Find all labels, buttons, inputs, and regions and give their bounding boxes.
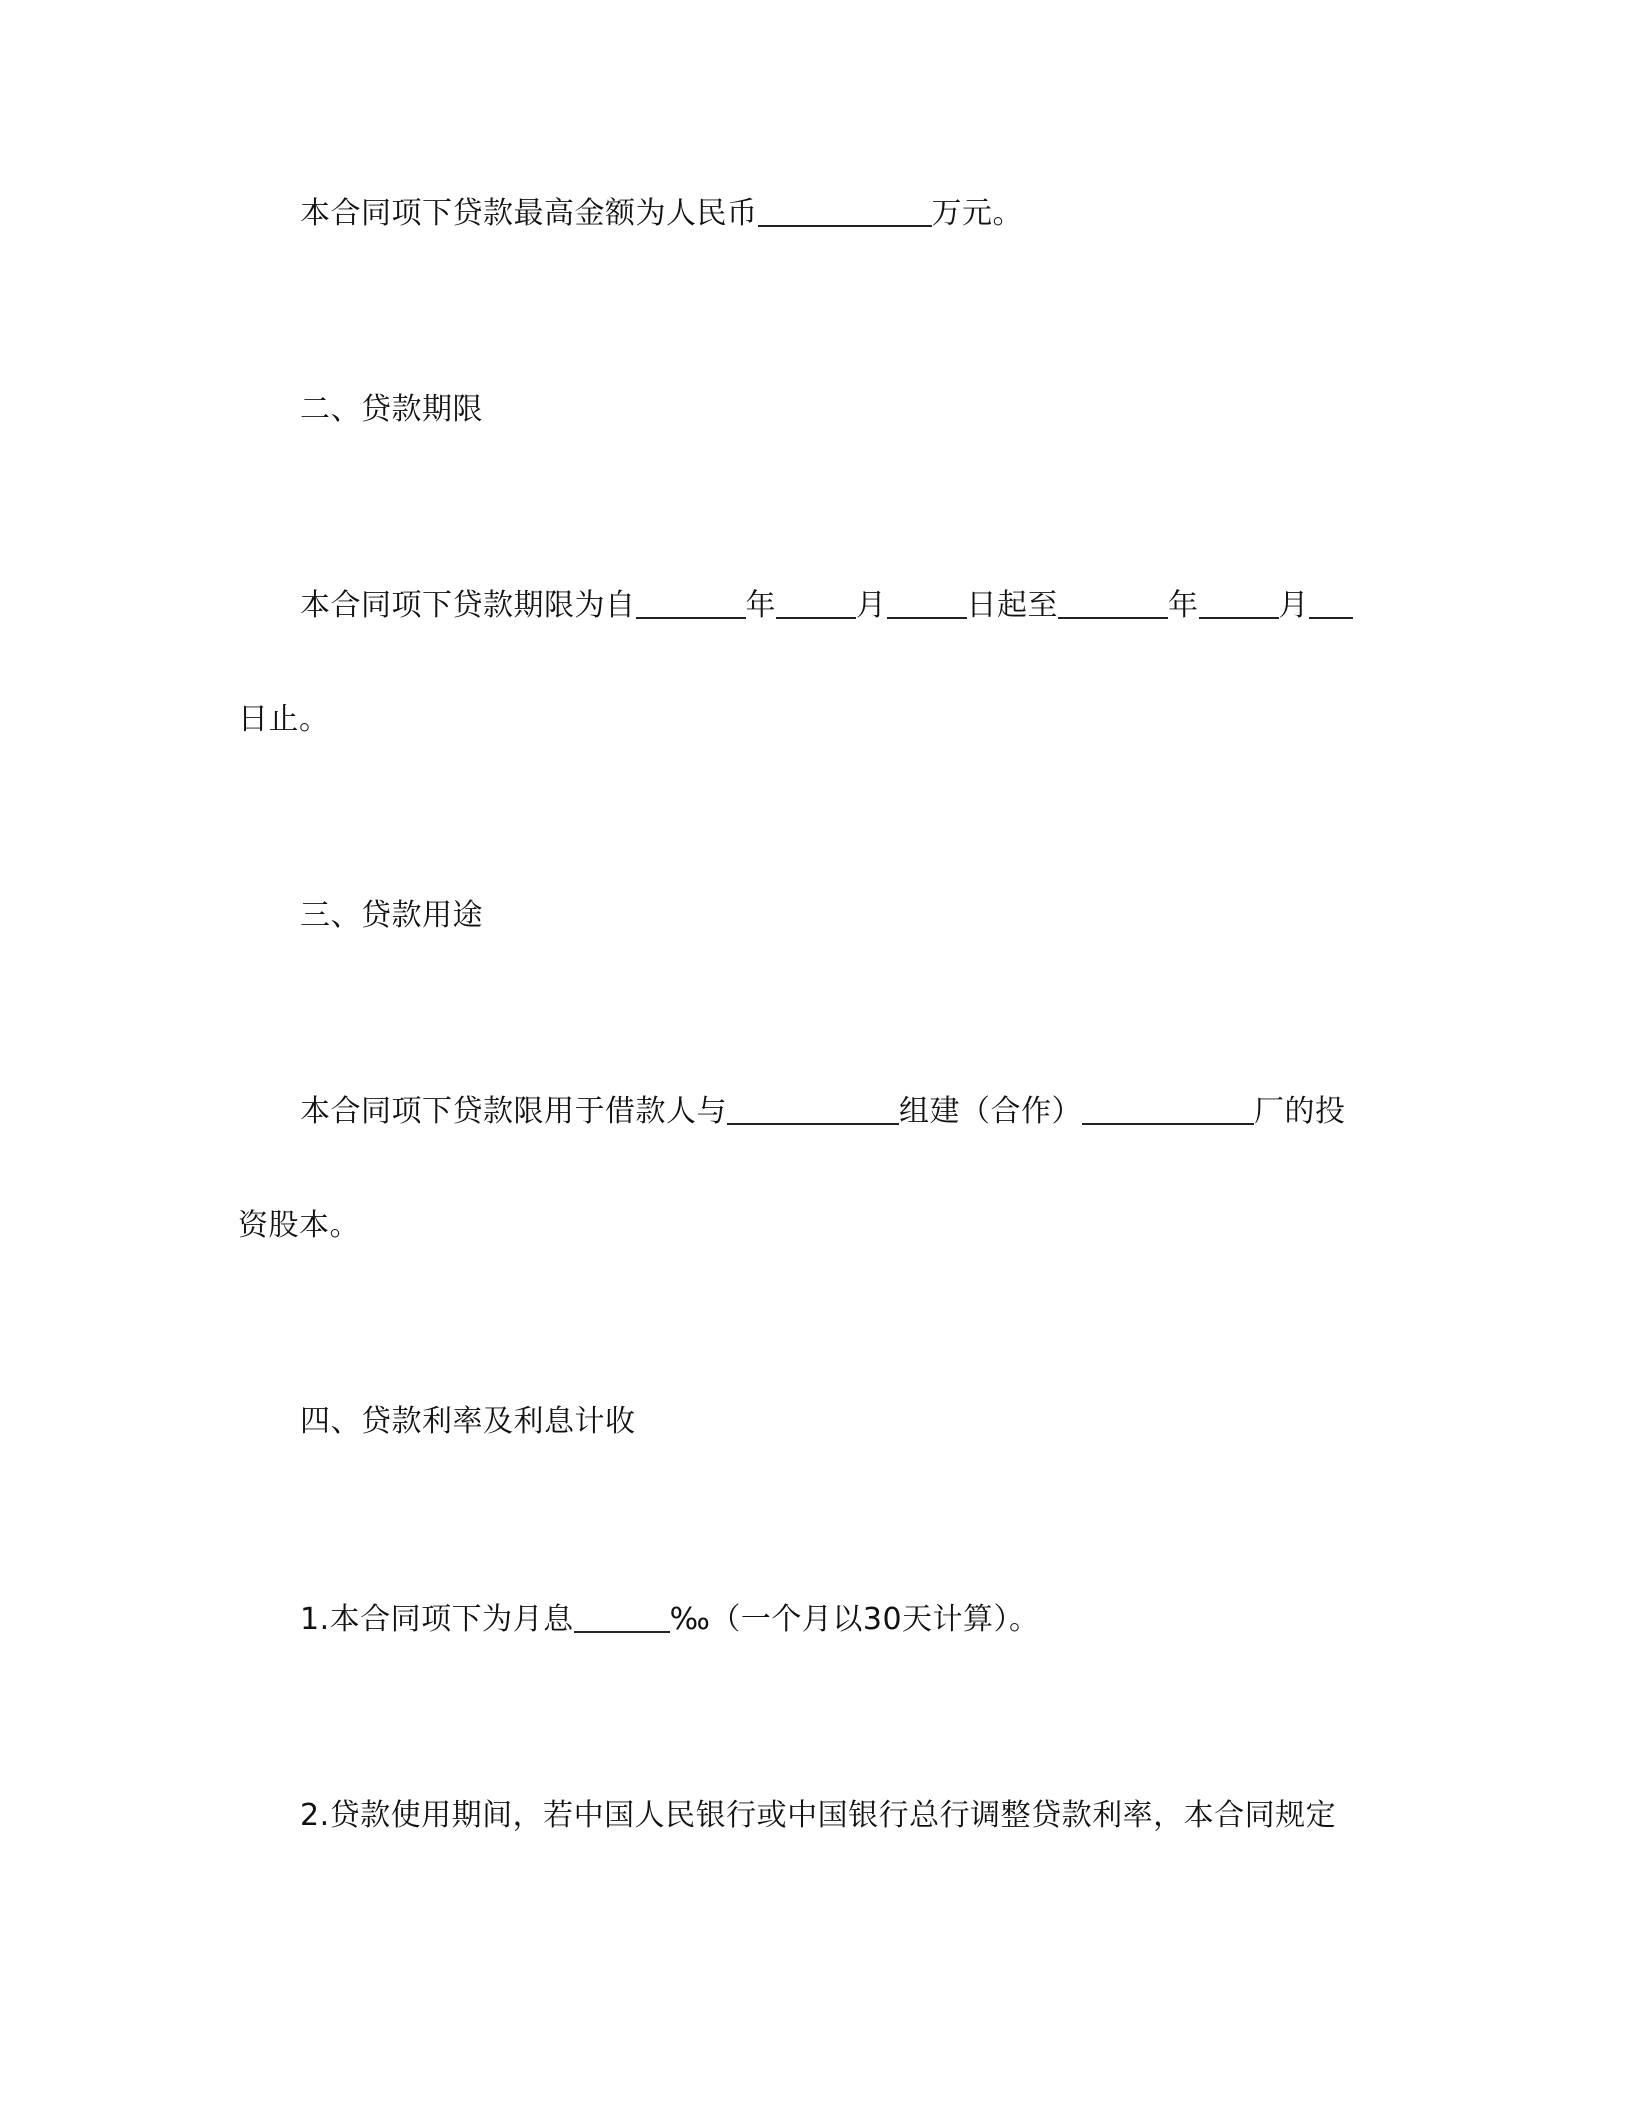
clause-text: 本合同项下贷款限用于借款人与 bbox=[300, 1094, 727, 1129]
max-amount-clause bbox=[300, 194, 1023, 234]
clause-text: ‰（一个月以30天计算）。 bbox=[669, 1602, 1040, 1637]
loan-term-clause bbox=[300, 586, 1353, 626]
loan-purpose-clause-continued bbox=[238, 1206, 360, 1246]
start-month-blank[interactable] bbox=[776, 587, 856, 619]
end-month-blank[interactable] bbox=[1199, 587, 1279, 619]
clause-text: 厂的投 bbox=[1254, 1094, 1346, 1129]
clause-text: 2.贷款使用期间，若中国人民银行或中国银行总行调整贷款利率，本合同规定 bbox=[300, 1798, 1337, 1833]
start-year-blank[interactable] bbox=[636, 587, 746, 619]
clause-text: 组建（合作） bbox=[899, 1094, 1082, 1129]
loan-term-clause-continued bbox=[238, 700, 330, 740]
clause-text: 月 bbox=[856, 588, 887, 623]
section-heading: 三、贷款用途 bbox=[300, 898, 483, 933]
partner-blank[interactable] bbox=[727, 1093, 899, 1125]
section-heading-interest bbox=[300, 1402, 636, 1442]
section-heading: 二、贷款期限 bbox=[300, 392, 483, 427]
clause-text: 日起至 bbox=[966, 588, 1058, 623]
clause-text: 万元。 bbox=[931, 196, 1023, 231]
clause-text: 资股本。 bbox=[238, 1208, 360, 1243]
factory-blank[interactable] bbox=[1082, 1093, 1254, 1125]
clause-text: 本合同项下贷款最高金额为人民币 bbox=[300, 196, 758, 231]
start-day-blank[interactable] bbox=[887, 587, 967, 619]
clause-text: 年 bbox=[1168, 588, 1199, 623]
section-heading: 四、贷款利率及利息计收 bbox=[300, 1404, 636, 1439]
loan-purpose-clause bbox=[300, 1092, 1346, 1132]
section-heading-loan-purpose bbox=[300, 896, 483, 936]
section-heading-loan-term bbox=[300, 390, 483, 430]
rate-adjustment-clause bbox=[300, 1796, 1336, 1836]
end-year-blank[interactable] bbox=[1058, 587, 1168, 619]
clause-text: 年 bbox=[745, 588, 776, 623]
clause-text: 日止。 bbox=[238, 702, 330, 737]
monthly-rate-blank[interactable] bbox=[574, 1601, 670, 1633]
end-day-blank[interactable] bbox=[1309, 587, 1353, 619]
amount-blank[interactable] bbox=[758, 195, 932, 227]
clause-text: 月 bbox=[1278, 588, 1309, 623]
clause-text: 本合同项下贷款期限为自 bbox=[300, 588, 636, 623]
clause-text: 1.本合同项下为月息 bbox=[300, 1602, 574, 1637]
interest-rate-clause bbox=[300, 1600, 1040, 1640]
